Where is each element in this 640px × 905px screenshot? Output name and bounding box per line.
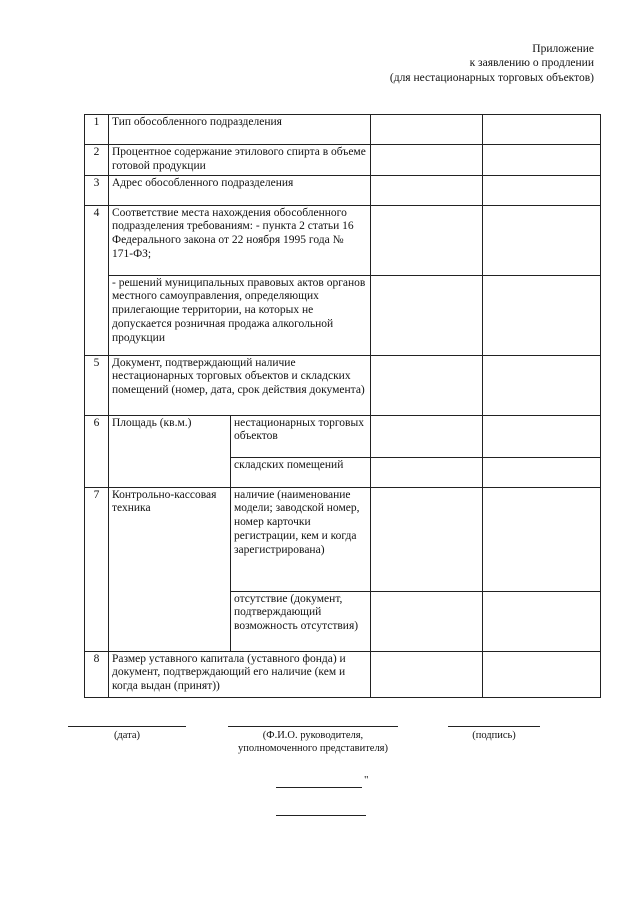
name-signature-block (228, 726, 398, 755)
appendix-header (390, 42, 594, 85)
row-label: Площадь (кв.м.) (109, 415, 231, 487)
row-number: 4 (85, 205, 109, 355)
row-label: Документ, подтверждающий наличие нестационарных торговых объектов и складских помещений (номер, дата, срок действия документа) (109, 355, 371, 415)
sign-signature-block (448, 726, 540, 742)
form-table-wrap (84, 114, 600, 698)
value-cell[interactable] (371, 487, 483, 591)
sign-caption: (подпись) (472, 730, 516, 741)
form-table (84, 114, 601, 698)
row-number: 3 (85, 175, 109, 205)
value-cell[interactable] (371, 205, 483, 275)
value-cell[interactable] (483, 275, 601, 355)
name-caption: (Ф.И.О. руководителя, (262, 730, 364, 741)
row-label: Соответствие места нахождения обособленного подразделения требованиям: - пункта 2 статьи 16 Федерального закона от 22 ноября 1995 года № 171-ФЗ; (109, 205, 371, 275)
sign-line[interactable] (448, 726, 540, 727)
value-cell[interactable] (483, 591, 601, 651)
row-label: Размер уставного капитала (уставного фонда) и документ, подтверждающий его наличие (кем и когда выдан (принят)) (109, 651, 371, 697)
value-cell[interactable] (483, 145, 601, 176)
row-sublabel: наличие (наименование модели; заводской номер, номер карточки регистрации, кем и когда зарегистрирована) (231, 487, 371, 591)
header-subtitle: к заявлению о продлении (469, 57, 594, 70)
quote-mark: " (364, 774, 369, 786)
row-sublabel: отсутствие (документ, подтверждающий возможность отсутствия) (231, 591, 371, 651)
row-number: 8 (85, 651, 109, 697)
value-cell[interactable] (483, 487, 601, 591)
table-row (85, 487, 601, 591)
header-note: (для нестационарных торговых объектов) (389, 71, 594, 84)
row-number: 6 (85, 415, 109, 487)
table-row (85, 145, 601, 176)
row-number: 7 (85, 487, 109, 651)
name-line[interactable] (228, 726, 398, 727)
table-row (85, 205, 601, 275)
value-cell[interactable] (371, 591, 483, 651)
name-caption-2: уполномоченного представителя) (237, 743, 389, 755)
row-sublabel: нестационарных торговых объектов (231, 415, 371, 457)
row-label: Процентное содержание этилового спирта в объеме готовой продукции (109, 145, 371, 176)
table-row (85, 355, 601, 415)
date-caption: (дата) (113, 730, 141, 741)
value-cell[interactable] (483, 651, 601, 697)
value-cell[interactable] (371, 275, 483, 355)
row-label: - решений муниципальных правовых актов органов местного самоуправления, определяющих прилегающие территории, на которых не допускается розничная продажа алкогольной продукции (109, 275, 371, 355)
date-signature-block (68, 726, 186, 742)
value-cell[interactable] (483, 415, 601, 457)
row-sublabel: складских помещений (231, 457, 371, 487)
date-line[interactable] (68, 726, 186, 727)
row-label: Адрес обособленного подразделения (109, 175, 371, 205)
extra-line-1[interactable] (276, 787, 362, 788)
table-row (85, 275, 601, 355)
table-row (85, 651, 601, 697)
row-number: 5 (85, 355, 109, 415)
table-row (85, 115, 601, 145)
table-row (85, 415, 601, 457)
value-cell[interactable] (371, 355, 483, 415)
row-label: Тип обособленного подразделения (109, 115, 371, 145)
value-cell[interactable] (371, 651, 483, 697)
row-label: Контрольно-кассовая техника (109, 487, 231, 651)
value-cell[interactable] (483, 175, 601, 205)
value-cell[interactable] (371, 415, 483, 457)
header-title: Приложение (532, 43, 594, 55)
row-number: 2 (85, 145, 109, 176)
row-number: 1 (85, 115, 109, 145)
value-cell[interactable] (483, 457, 601, 487)
value-cell[interactable] (371, 145, 483, 176)
value-cell[interactable] (371, 175, 483, 205)
value-cell[interactable] (371, 115, 483, 145)
value-cell[interactable] (371, 457, 483, 487)
table-row (85, 175, 601, 205)
extra-line-2[interactable] (276, 815, 366, 816)
value-cell[interactable] (483, 115, 601, 145)
value-cell[interactable] (483, 205, 601, 275)
value-cell[interactable] (483, 355, 601, 415)
